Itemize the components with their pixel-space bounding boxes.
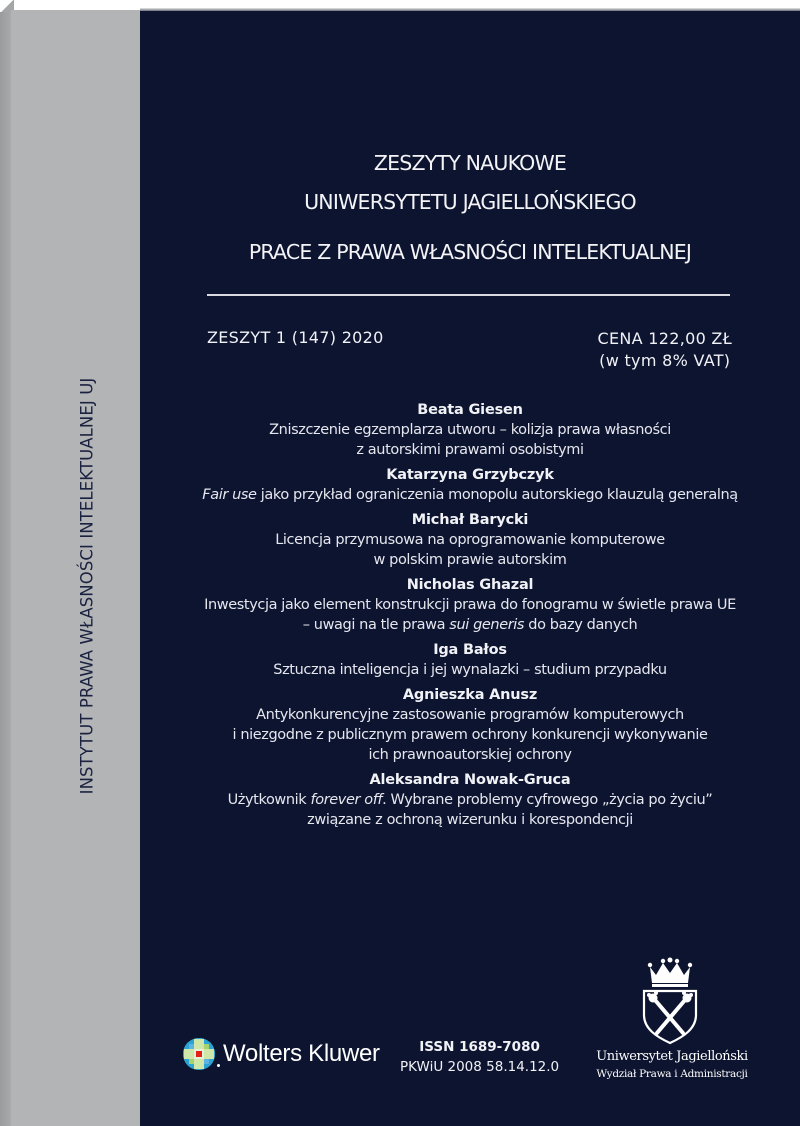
article-author: Beata Giesen xyxy=(417,402,523,418)
title-divider xyxy=(207,294,730,296)
table-of-contents xyxy=(140,400,800,835)
article-title-line: – uwagi na tle prawa sui generis do bazy danych xyxy=(302,617,638,633)
publisher-name: Wolters Kluwer xyxy=(223,1040,380,1067)
article-entry xyxy=(140,465,800,505)
issn: ISSN 1689-7080 xyxy=(419,1039,540,1055)
article-title-line: Inwestycja jako element konstrukcji prawa do fonogramu w świetle prawa UE xyxy=(204,597,736,613)
journal-title: PRACE Z PRAWA WŁASNOŚCI INTELEKTUALNEJ xyxy=(248,240,692,264)
series-title-line2: UNIWERSYTETU JAGIELLOŃSKIEGO xyxy=(304,190,636,214)
article-title-line: w polskim prawie autorskim xyxy=(373,552,567,568)
book-edge xyxy=(0,10,11,1126)
book-spine xyxy=(11,10,140,1126)
vat-note: (w tym 8% VAT) xyxy=(599,351,731,370)
university-name: Uniwersytet Jagielloński xyxy=(596,1049,748,1064)
article-entry xyxy=(140,400,800,460)
university-block xyxy=(582,1048,762,1082)
article-entry xyxy=(140,640,800,680)
article-author: Aleksandra Nowak-Gruca xyxy=(369,772,571,788)
article-entry xyxy=(140,575,800,635)
article-author: Katarzyna Grzybczyk xyxy=(386,467,554,483)
series-title-line1: ZESZYTY NAUKOWE xyxy=(373,151,567,175)
article-title-line: Licencja przymusowa na oprogramowanie komputerowe xyxy=(275,532,665,548)
pkwiu: PKWiU 2008 58.14.12.0 xyxy=(400,1059,560,1075)
spine-title: INSTYTUT PRAWA WŁASNOŚCI INTELEKTUALNEJ UJ xyxy=(77,377,97,795)
article-title-line: Antykonkurencyjne zastosowanie programów komputerowych xyxy=(256,707,684,723)
article-author: Nicholas Ghazal xyxy=(406,577,534,593)
article-title-line: Użytkownik forever off. Wybrane problemy cyfrowego „życia po życiu” xyxy=(227,792,713,808)
logo-dot xyxy=(217,1064,220,1067)
price: CENA 122,00 ZŁ xyxy=(597,329,732,348)
article-entry xyxy=(140,685,800,765)
article-title-line: i niezgodne z publicznym prawem ochrony konkurencji wykonywanie xyxy=(232,727,708,743)
article-title-line: Sztuczna inteligencja i jej wynalazki – studium przypadku xyxy=(273,662,667,678)
price-block xyxy=(597,328,732,372)
book-cover xyxy=(140,11,800,1126)
article-author: Agnieszka Anusz xyxy=(402,687,538,703)
article-title-line: ich prawnoautorskiej ochrony xyxy=(368,747,572,763)
publisher-logo xyxy=(182,1037,380,1071)
article-entry xyxy=(140,770,800,830)
article-title-line: z autorskimi prawami osobistymi xyxy=(356,442,584,458)
article-title-line: Zniszczenie egzemplarza utworu – kolizja prawa własności xyxy=(269,422,671,438)
issue-number: ZESZYT 1 (147) 2020 xyxy=(207,328,384,347)
article-title-line: Fair use jako przykład ograniczenia monopolu autorskiego klauzulą generalną xyxy=(202,487,738,503)
article-author: Michał Barycki xyxy=(411,512,529,528)
university-crest-icon xyxy=(636,957,704,1045)
faculty-name: Wydział Prawa i Administracji xyxy=(596,1068,748,1080)
article-title-line: związane z ochroną wizerunku i korespondencji xyxy=(307,812,633,828)
article-entry xyxy=(140,510,800,570)
article-author: Iga Bałos xyxy=(433,642,507,658)
issn-block xyxy=(400,1037,559,1077)
wolters-kluwer-globe-icon xyxy=(182,1037,216,1071)
